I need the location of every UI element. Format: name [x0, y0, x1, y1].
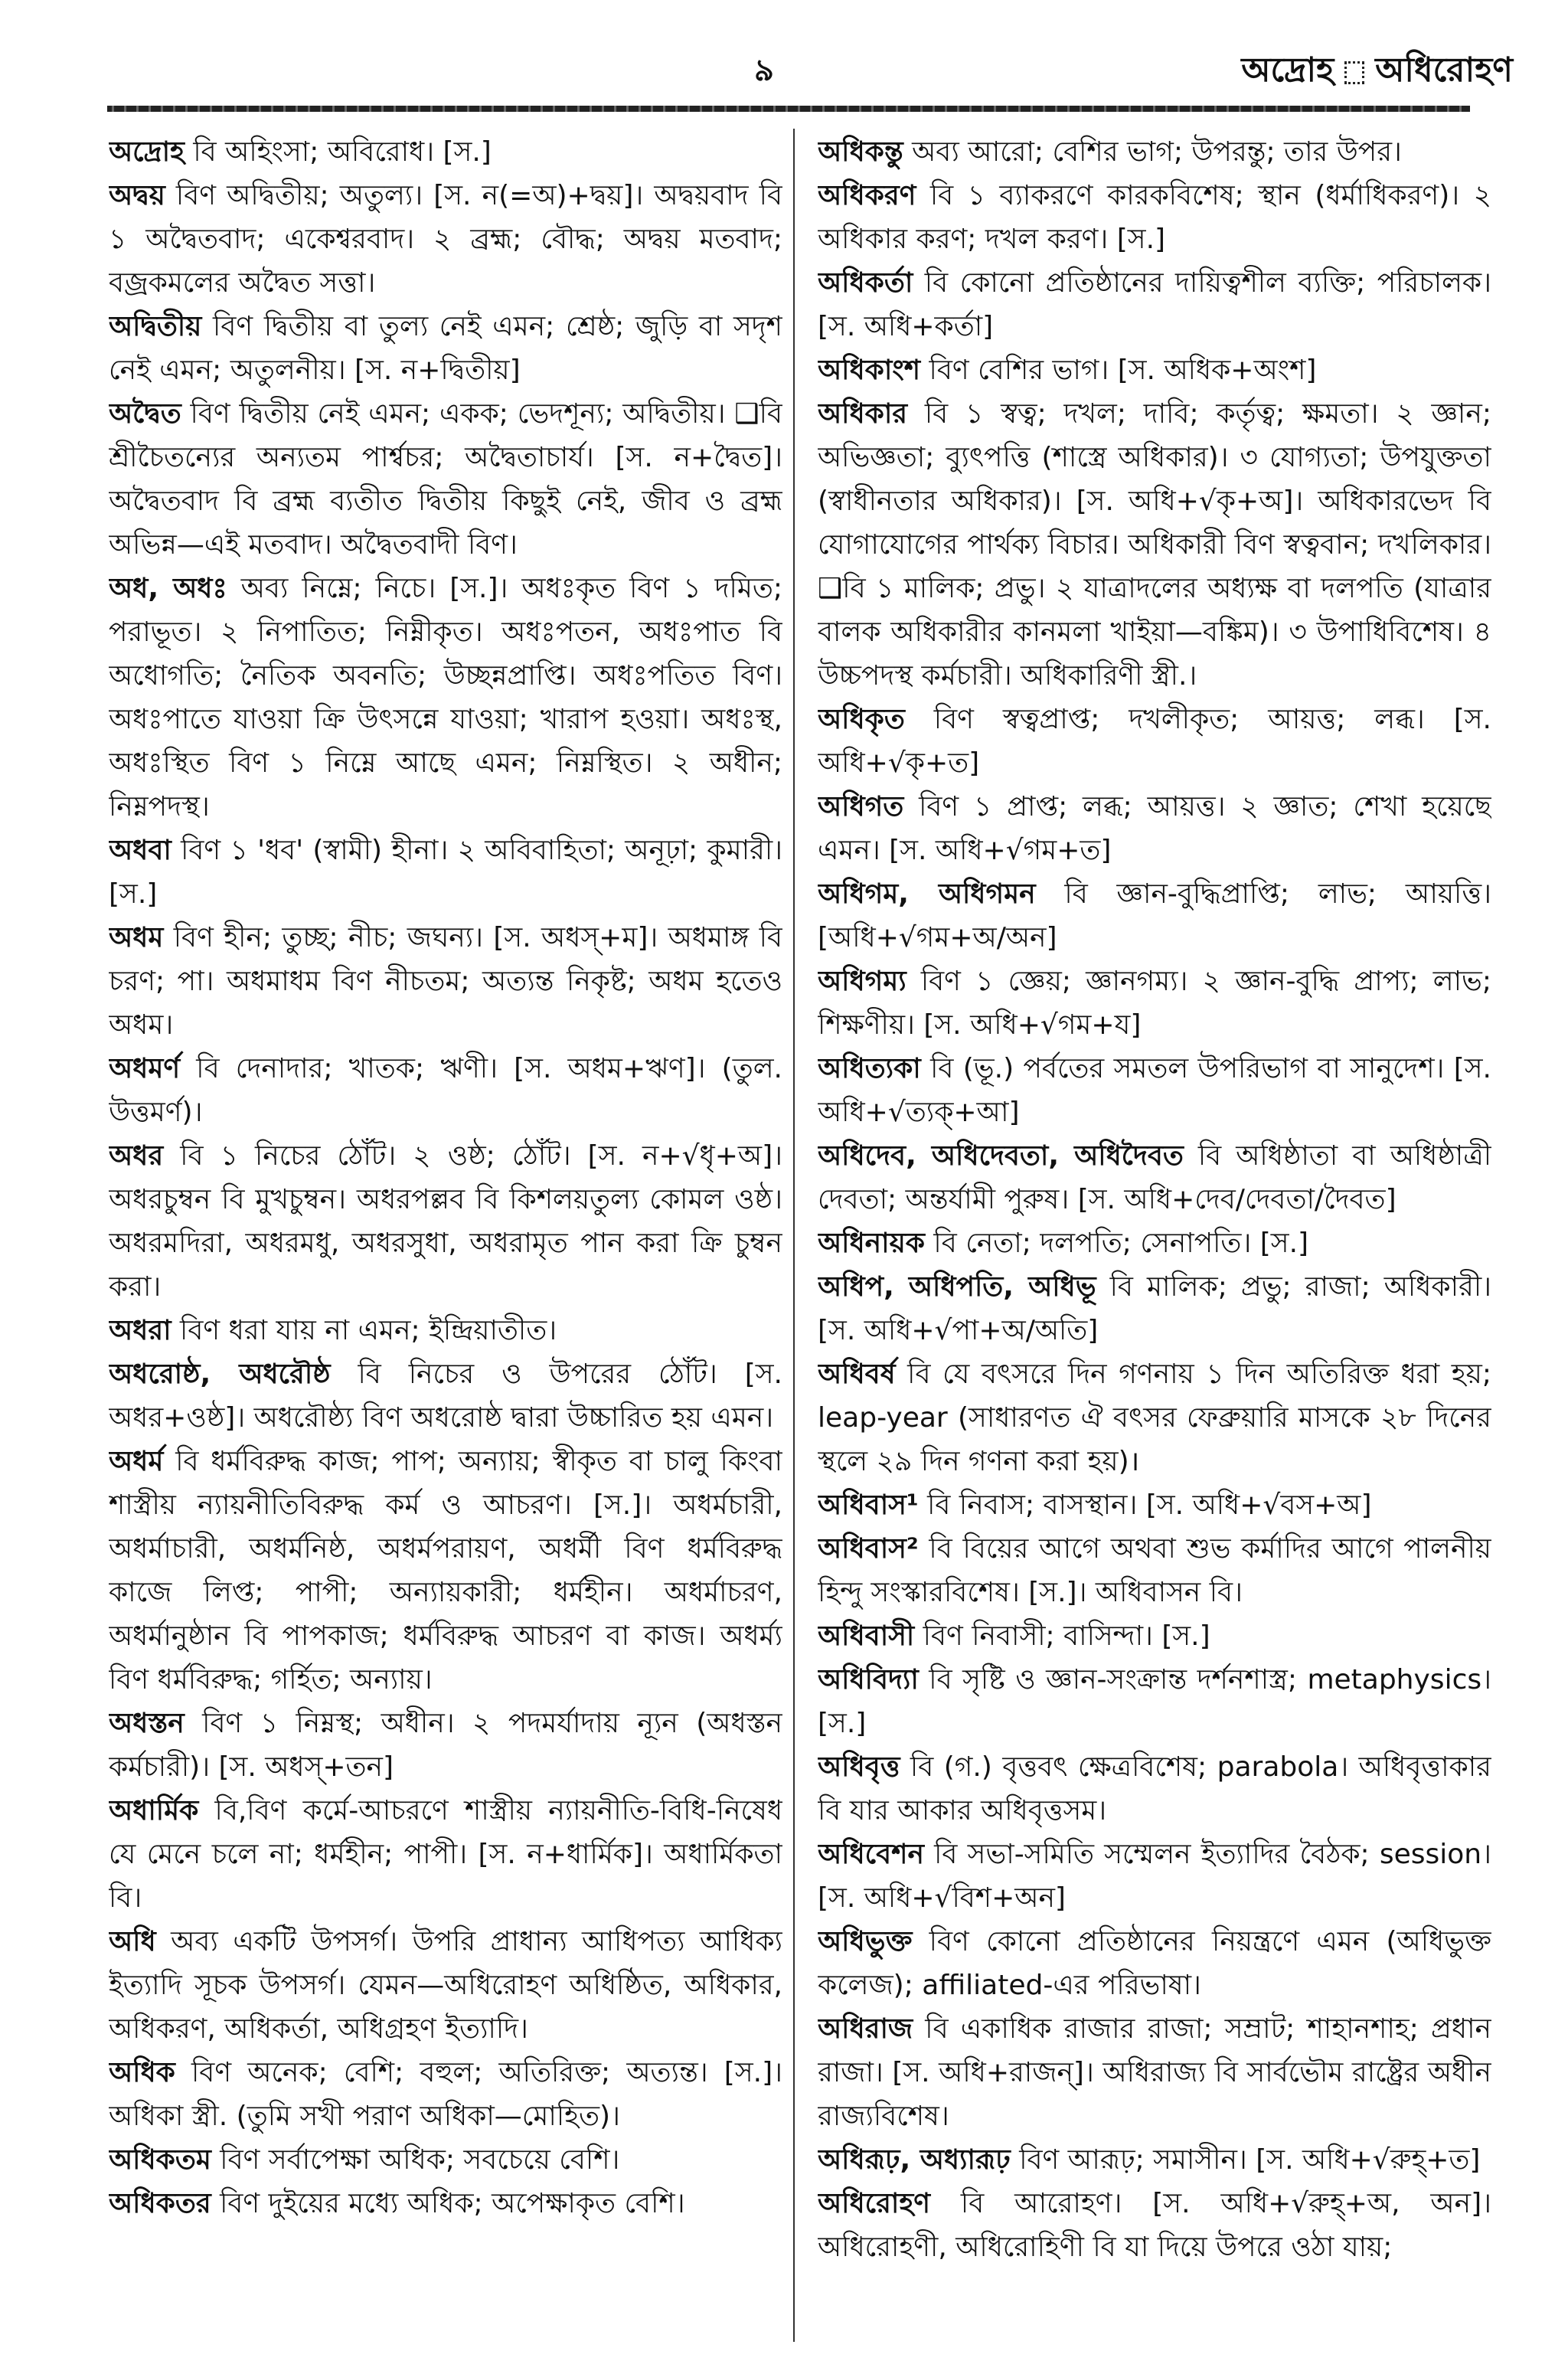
headword: অধস্তন — [109, 1708, 185, 1739]
definition: বিণ কোনো প্রতিষ্ঠানের নিয়ন্ত্রণে এমন (অধিভুক্ত কলেজ); affiliated-এর পরিভাষা। — [818, 1926, 1491, 2001]
headword: অদ্বয় — [109, 180, 165, 211]
entry — [109, 1047, 782, 1134]
definition: বিণ দ্বিতীয় নেই এমন; একক; ভেদশূন্য; অদ্বিতীয়। ❑বি শ্রীচৈতন্যের অন্যতম পার্শ্বচর; অদ্বৈতাচার্য। [স. ন+দ্বৈত]। অদ্বৈতবাদ বি ব্রহ্ম ব্যতীত দ্বিতীয় কিছুই নেই, জীব ও ব্রহ্ম অভিন্ন—এই মতবাদ। অদ্বৈতবাদী বিণ। — [109, 398, 782, 561]
entry — [109, 916, 782, 1047]
definition: অব্য একটি উপসর্গ। উপরি প্রাধান্য আধিপত্য আধিক্য ইত্যাদি সূচক উপসর্গ। যেমন—অধিরোহণ অধিষ্ঠিত, অধিকার, অধিকরণ, অধিকর্তা, অধিগ্রহণ ইত্যাদি। — [109, 1926, 782, 2045]
definition: বি,বিণ কর্মে-আচরণে শাস্ত্রীয় ন্যায়নীতি-বিধি-নিষেধ যে মেনে চলে না; ধর্মহীন; পাপী। [স. ন+ধার্মিক]। অধার্মিকতা বি। — [109, 1795, 782, 1914]
headword: অধরা — [109, 1315, 172, 1346]
headword: অধিকর্তা — [818, 267, 913, 299]
definition: বিণ ১ 'ধব' (স্বামী) হীনা। ২ অবিবাহিতা; অনূঢ়া; কুমারী। [স.] — [109, 835, 782, 910]
definition: বিণ বেশির ভাগ। [স. অধিক+অংশ] — [920, 355, 1317, 386]
headword: অধিবাসী — [818, 1620, 915, 1652]
definition: বি (গ.) বৃত্তবৎ ক্ষেত্রবিশেষ; parabola। অধিবৃত্তাকার বি যার আকার অধিবৃত্তসম। — [818, 1751, 1491, 1826]
definition: বি ১ নিচের ঠোঁট। ২ ওষ্ঠ; ঠোঁট। [স. ন+√ধৃ+অ]। অধরচুম্বন বি মুখচুম্বন। অধরপল্লব বি কিশলয়তুল্য কোমল ওষ্ঠ। অধরমদিরা, অধরমধু, অধরসুধা, অধরামৃত পান করা ক্রি চুম্বন করা। — [109, 1140, 782, 1303]
definition: বি বিয়ের আগে অথবা শুভ কর্মাদির আগে পালনীয় হিন্দু সংস্কারবিশেষ। [স.]। অধিবাসন বি। — [818, 1533, 1491, 1608]
entry — [818, 1614, 1491, 1658]
entry — [818, 1658, 1491, 1745]
entry — [109, 1134, 782, 1309]
definition: অব্য নিম্নে; নিচে। [স.]। অধঃকৃত বিণ ১ দমিত; পরাভূত। ২ নিপাতিত; নিম্নীকৃত। অধঃপতন, অধঃপাত বি অধোগতি; নৈতিক অবনতি; উচ্ছন্নপ্রাপ্তি। অধঃপতিত বিণ। অধঃপাতে যাওয়া ক্রি উৎসন্নে যাওয়া; খারাপ হওয়া। অধঃস্থ, অধঃস্থিত বিণ ১ নিম্নে আছে এমন; নিম্নস্থিত। ২ অধীন; নিম্নপদস্থ। — [109, 573, 782, 822]
definition: বি আরোহণ। [স. অধি+√রুহ্+অ, অন]। অধিরোহণী, অধিরোহিণী বি যা দিয়ে উপরে ওঠা যায়; — [818, 2188, 1491, 2263]
column-left — [109, 130, 782, 2343]
definition: বিণ ধরা যায় না এমন; ইন্দ্রিয়াতীত। — [171, 1315, 557, 1346]
page-header — [0, 31, 1568, 100]
definition: বি জ্ঞান-বুদ্ধিপ্রাপ্তি; লাভ; আয়ত্তি। [অধি+√গম+অ/অন] — [818, 878, 1491, 953]
entry — [109, 1440, 782, 1702]
headword: অধিভুক্ত — [818, 1926, 913, 1957]
headword: অধিনায়ক — [818, 1228, 925, 1259]
definition: বিণ ১ নিম্নস্থ; অধীন। ২ পদমর্যাদায় ন্যূন (অধস্তন কর্মচারী)। [স. অধস্+তন] — [109, 1708, 782, 1783]
definition: বি কোনো প্রতিষ্ঠানের দায়িত্বশীল ব্যক্তি; পরিচালক। [স. অধি+কর্তা] — [818, 267, 1491, 342]
entry — [818, 2007, 1491, 2138]
entry — [818, 698, 1491, 785]
definition: বি ধর্মবিরুদ্ধ কাজ; পাপ; অন্যায়; স্বীকৃত বা চালু কিংবা শাস্ত্রীয় ন্যায়নীতিবিরুদ্ধ কর্ম ও আচরণ। [স.]। অধর্মচারী, অধর্মাচারী, অধর্মনিষ্ঠ, অধর্মপরায়ণ, অধর্মী বিণ ধর্মবিরুদ্ধ কাজে লিপ্ত; পাপী; অন্যায়কারী; ধর্মহীন। অধর্মাচরণ, অধর্মানুষ্ঠান বি পাপকাজ; ধর্মবিরুদ্ধ আচরণ বা কাজ। অধর্ম্য বিণ ধর্মবিরুদ্ধ; গর্হিত; অন্যায়। — [109, 1446, 782, 1695]
entry — [109, 567, 782, 829]
definition: বি অধিষ্ঠাতা বা অধিষ্ঠাত্রী দেবতা; অন্তর্যামী পুরুষ। [স. অধি+দেব/দেবতা/দৈবত] — [818, 1140, 1491, 1215]
definition: বি নেতা; দলপতি; সেনাপতি। [স.] — [924, 1228, 1309, 1259]
headword: অধিবাস² — [818, 1533, 919, 1565]
column-right — [818, 130, 1491, 2343]
headword: অধিকার — [818, 398, 908, 430]
entry — [818, 2182, 1491, 2269]
headword: অধিক — [109, 2057, 175, 2088]
definition: বি দেনাদার; খাতক; ঋণী। [স. অধম+ঋণ]। (তুল. উত্তমর্ণ)। — [109, 1053, 782, 1128]
definition: বিণ ১ প্রাপ্ত; লব্ধ; আয়ত্ত। ২ জ্ঞাত; শেখা হয়েছে এমন। [স. অধি+√গম+ত] — [818, 791, 1491, 866]
headword: অধমর্ণ — [109, 1053, 181, 1084]
definition: বিণ অনেক; বেশি; বহুল; অতিরিক্ত; অত্যন্ত। [স.]। অধিকা স্ত্রী. (তুমি সখী পরাণ অধিকা—মোহিত)। — [109, 2057, 782, 2132]
headword: অধিরূঢ়, অধ্যারূঢ় — [818, 2144, 1011, 2176]
headword: অধিগত — [818, 791, 904, 822]
definition: বিণ দ্বিতীয় বা তুল্য নেই এমন; শ্রেষ্ঠ; জুড়ি বা সদৃশ নেই এমন; অতুলনীয়। [স. ন+দ্বিতীয়] — [109, 311, 782, 386]
entry — [818, 130, 1491, 174]
entry — [109, 1789, 782, 1920]
headword: অধিপ, অধিপতি, অধিভূ — [818, 1271, 1096, 1303]
definition: বি সৃষ্টি ও জ্ঞান-সংক্রান্ত দর্শনশাস্ত্র; metaphysics। [স.] — [818, 1664, 1491, 1739]
entry — [818, 1745, 1491, 1833]
headword: অধিকতম — [109, 2144, 211, 2176]
headword: অধিবিদ্যা — [818, 1664, 919, 1695]
entry — [109, 1920, 782, 2051]
headword: অধ, অধঃ — [109, 573, 227, 604]
headword: অধিকাংশ — [818, 355, 921, 386]
definition: বি ১ স্বত্ব; দখল; দাবি; কর্তৃত্ব; ক্ষমতা। ২ জ্ঞান; অভিজ্ঞতা; ব্যুৎপত্তি (শাস্ত্রে অধিকার)। ৩ যোগ্যতা; উপযুক্ততা (স্বাধীনতার অধিকার)। [স. অধি+√কৃ+অ]। অধিকারভেদ বি যোগাযোগের পার্থক্য বিচার। অধিকারী বিণ স্বত্ববান; দখলিকার। ❑বি ১ মালিক; প্রভু। ২ যাত্রাদলের অধ্যক্ষ বা দলপতি (যাত্রার বালক অধিকারীর কানমলা খাইয়া—বঙ্কিম)। ৩ উপাধিবিশেষ। ৪ উচ্চপদস্থ কর্মচারী। অধিকারিণী স্ত্রী.। — [818, 398, 1491, 692]
headword: অধিগম, অধিগমন — [818, 878, 1036, 910]
definition: বি ১ ব্যাকরণে কারকবিশেষ; স্থান (ধর্মাধিকরণ)। ২ অধিকার করণ; দখল করণ। [স.] — [818, 180, 1491, 255]
headword: অদ্বৈত — [109, 398, 181, 430]
definition: বিণ স্বত্বপ্রাপ্ত; দখলীকৃত; আয়ত্ত; লব্ধ। [স. অধি+√কৃ+ত] — [818, 704, 1491, 779]
headword: অধিকৃত — [818, 704, 905, 735]
headword: অধম — [109, 922, 164, 953]
headword: অধর — [109, 1140, 164, 1172]
guide-words — [1241, 44, 1513, 100]
entry — [109, 2138, 782, 2182]
headword: অধিবৃত্ত — [818, 1751, 900, 1783]
entry — [818, 785, 1491, 872]
entry — [818, 1527, 1491, 1614]
entry — [109, 174, 782, 305]
definition: অব্য আরো; বেশির ভাগ; উপরন্তু; তার উপর। — [903, 136, 1402, 168]
entry — [818, 1221, 1491, 1265]
headword: অদ্রোহ — [109, 136, 185, 168]
box-icon — [1344, 61, 1364, 84]
entry — [818, 1833, 1491, 1920]
headword: অধি — [109, 1926, 156, 1957]
column-divider — [793, 129, 795, 2342]
definition: বিণ দুইয়ের মধ্যে অধিক; অপেক্ষাকৃত বেশি। — [211, 2188, 685, 2219]
headword: অধিরাজ — [818, 2013, 913, 2045]
headword: অধিরোহণ — [818, 2188, 931, 2219]
headword: অধর্ম — [109, 1446, 164, 1477]
entry — [818, 960, 1491, 1047]
entry — [109, 1352, 782, 1440]
headword: অধিদেব, অধিদেবতা, অধিদৈবত — [818, 1140, 1184, 1172]
definition: বি সভা-সমিতি সম্মেলন ইত্যাদির বৈঠক; session। [স. অধি+√বিশ+অন] — [818, 1839, 1491, 1914]
headword: অধরোষ্ঠ, অধরৌষ্ঠ — [109, 1359, 331, 1390]
definition: বি (ভূ.) পর্বতের সমতল উপরিভাগ বা সানুদেশ। [স. অধি+√ত্যক্+আ] — [818, 1053, 1491, 1128]
definition: বিণ আরূঢ়; সমাসীন। [স. অধি+√রুহ্+ত] — [1010, 2144, 1481, 2176]
headword: অধিকতর — [109, 2188, 211, 2219]
entry — [109, 130, 782, 174]
headword: অধিবাস¹ — [818, 1489, 919, 1521]
guide-word-last: অধিরোহণ — [1375, 51, 1513, 90]
headword: অধবা — [109, 835, 172, 866]
definition: বি যে বৎসরে দিন গণনায় ১ দিন অতিরিক্ত ধরা হয়; leap-year (সাধারণত ঐ বৎসর ফেব্রুয়ারি মাসকে ২৮ দিনের স্থলে ২৯ দিন গণনা করা হয়)। — [818, 1359, 1491, 1477]
entry — [109, 305, 782, 392]
entry — [109, 829, 782, 916]
definition: বিণ নিবাসী; বাসিন্দা। [স.] — [914, 1620, 1210, 1652]
header-rule — [107, 106, 1470, 112]
entry — [109, 2051, 782, 2138]
entry — [109, 392, 782, 567]
definition: বিণ সর্বাপেক্ষা অধিক; সবচেয়ে বেশি। — [211, 2144, 620, 2176]
page-number: ৯ — [754, 53, 774, 88]
definition: বিণ হীন; তুচ্ছ; নীচ; জঘন্য। [স. অধস্+ম]। অধমাঙ্গ বি চরণ; পা। অধমাধম বিণ নীচতম; অত্যন্ত নিকৃষ্ট; অধম হতেও অধম। — [109, 922, 782, 1041]
definition: বিণ ১ জ্ঞেয়; জ্ঞানগম্য। ২ জ্ঞান-বুদ্ধি প্রাপ্য; লাভ; শিক্ষণীয়। [স. অধি+√গম+য] — [818, 966, 1491, 1041]
entry — [109, 1309, 782, 1352]
headword: অধিবর্ষ — [818, 1359, 896, 1390]
entry — [818, 1352, 1491, 1483]
entry — [818, 174, 1491, 261]
entry — [109, 1702, 782, 1789]
entry — [109, 2182, 782, 2225]
guide-word-first: অদ্রোহ — [1241, 51, 1334, 90]
definition: বি নিচের ও উপরের ঠোঁট। [স. অধর+ওষ্ঠ]। অধরৌষ্ঠ্য বিণ অধরোষ্ঠ দ্বারা উচ্চারিত হয় এমন। — [109, 1359, 782, 1434]
headword: অধার্মিক — [109, 1795, 199, 1826]
headword: অধিবেশন — [818, 1839, 924, 1870]
entry — [818, 2138, 1491, 2182]
headword: অধিকন্তু — [818, 136, 903, 168]
headword: অধিকরণ — [818, 180, 916, 211]
entry — [818, 348, 1491, 392]
definition: বি নিবাস; বাসস্থান। [স. অধি+√বস+অ] — [918, 1489, 1372, 1521]
entry — [818, 261, 1491, 348]
headword: অদ্বিতীয় — [109, 311, 202, 342]
definition: বিণ অদ্বিতীয়; অতুল্য। [স. ন(=অ)+দ্বয়]। অদ্বয়বাদ বি ১ অদ্বৈতবাদ; একেশ্বরবাদ। ২ ব্রহ্ম; বৌদ্ধ; অদ্বয় মতবাদ; বজ্রকমলের অদ্বৈত সত্তা। — [109, 180, 782, 299]
headword: অধিত্যকা — [818, 1053, 921, 1084]
entry — [818, 1047, 1491, 1134]
headword: অধিগম্য — [818, 966, 906, 997]
definition: বি অহিংসা; অবিরোধ। [স.] — [184, 136, 492, 168]
entry — [818, 1483, 1491, 1527]
definition: বি একাধিক রাজার রাজা; সম্রাট; শাহানশাহ; প্রধান রাজা। [স. অধি+রাজন্]। অধিরাজ্য বি সার্বভৌম রাষ্ট্রের অধীন রাজ্যবিশেষ। — [818, 2013, 1491, 2132]
entry — [818, 1134, 1491, 1221]
entry — [818, 872, 1491, 960]
entry — [818, 392, 1491, 698]
entry — [818, 1265, 1491, 1352]
entry — [818, 1920, 1491, 2007]
definition: বি মালিক; প্রভু; রাজা; অধিকারী। [স. অধি+√পা+অ/অতি] — [818, 1271, 1491, 1346]
